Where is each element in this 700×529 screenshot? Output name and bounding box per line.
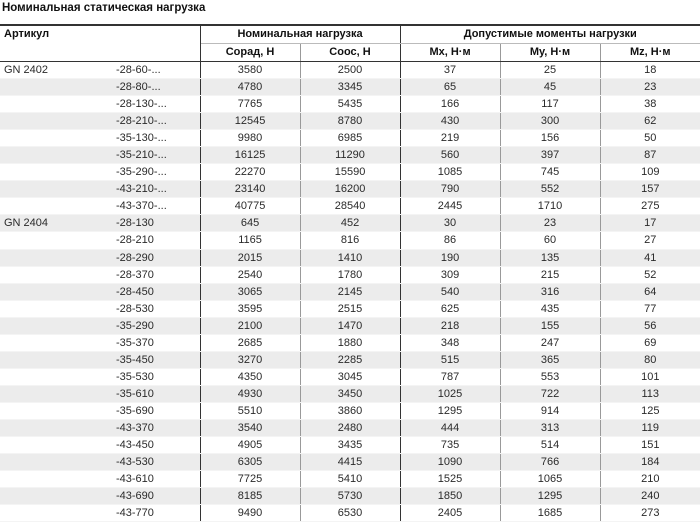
cell-corad: 2015 — [200, 249, 300, 266]
cell-corad: 2100 — [200, 317, 300, 334]
cell-my: 60 — [500, 232, 600, 249]
cell-mx: 1525 — [400, 471, 500, 488]
cell-my: 365 — [500, 351, 600, 368]
cell-coos: 3860 — [300, 402, 400, 419]
table-row — [0, 419, 700, 436]
table-row — [0, 351, 700, 368]
cell-my: 316 — [500, 283, 600, 300]
table-row — [0, 317, 700, 334]
cell-article — [0, 402, 112, 419]
cell-mz: 52 — [600, 266, 700, 283]
header-row-groups — [0, 25, 700, 44]
cell-mx: 219 — [400, 130, 500, 147]
cell-mz: 56 — [600, 317, 700, 334]
cell-coos: 5410 — [300, 471, 400, 488]
table-row — [0, 198, 700, 215]
cell-article — [0, 471, 112, 488]
cell-article — [0, 419, 112, 436]
cell-mx: 515 — [400, 351, 500, 368]
cell-mz: 50 — [600, 130, 700, 147]
table-row — [0, 215, 700, 232]
cell-coos: 3345 — [300, 79, 400, 96]
cell-mx: 30 — [400, 215, 500, 232]
cell-corad: 2685 — [200, 334, 300, 351]
cell-mz: 27 — [600, 232, 700, 249]
cell-corad: 16125 — [200, 147, 300, 164]
cell-variant: -28-530 — [112, 300, 200, 317]
cell-variant: -28-130 — [112, 215, 200, 232]
table-row — [0, 334, 700, 351]
cell-my: 914 — [500, 402, 600, 419]
cell-my: 300 — [500, 113, 600, 130]
cell-my: 25 — [500, 62, 600, 79]
cell-my: 1295 — [500, 488, 600, 505]
cell-mx: 787 — [400, 368, 500, 385]
cell-mz: 69 — [600, 334, 700, 351]
cell-coos: 1410 — [300, 249, 400, 266]
cell-my: 722 — [500, 385, 600, 402]
cell-coos: 2515 — [300, 300, 400, 317]
cell-variant: -35-210-... — [112, 147, 200, 164]
static-load-table — [0, 24, 700, 522]
table-body — [0, 62, 700, 522]
cell-corad: 3540 — [200, 419, 300, 436]
cell-coos: 5435 — [300, 96, 400, 113]
cell-article — [0, 181, 112, 198]
cell-mx: 1295 — [400, 402, 500, 419]
cell-coos: 4415 — [300, 454, 400, 471]
cell-mx: 444 — [400, 419, 500, 436]
cell-coos: 2500 — [300, 62, 400, 79]
cell-mz: 151 — [600, 437, 700, 454]
cell-article — [0, 249, 112, 266]
cell-mx: 37 — [400, 62, 500, 79]
cell-mz: 184 — [600, 454, 700, 471]
cell-mx: 1085 — [400, 164, 500, 181]
cell-mx: 218 — [400, 317, 500, 334]
cell-coos: 3450 — [300, 385, 400, 402]
cell-my: 514 — [500, 437, 600, 454]
table-row — [0, 249, 700, 266]
table-row — [0, 385, 700, 402]
cell-coos: 3045 — [300, 368, 400, 385]
cell-mz: 109 — [600, 164, 700, 181]
cell-coos: 2285 — [300, 351, 400, 368]
cell-coos: 1880 — [300, 334, 400, 351]
cell-corad: 1165 — [200, 232, 300, 249]
cell-mx: 735 — [400, 437, 500, 454]
cell-variant: -35-290 — [112, 317, 200, 334]
cell-mx: 625 — [400, 300, 500, 317]
cell-mx: 560 — [400, 147, 500, 164]
cell-corad: 4780 — [200, 79, 300, 96]
cell-coos: 2145 — [300, 283, 400, 300]
cell-mx: 309 — [400, 266, 500, 283]
cell-variant: -28-450 — [112, 283, 200, 300]
cell-corad: 2540 — [200, 266, 300, 283]
cell-article — [0, 505, 112, 522]
cell-coos: 816 — [300, 232, 400, 249]
table-row — [0, 147, 700, 164]
cell-variant: -28-210 — [112, 232, 200, 249]
cell-mx: 190 — [400, 249, 500, 266]
cell-mx: 430 — [400, 113, 500, 130]
cell-mz: 62 — [600, 113, 700, 130]
cell-mx: 86 — [400, 232, 500, 249]
cell-mx: 2405 — [400, 505, 500, 522]
cell-mx: 348 — [400, 334, 500, 351]
cell-mz: 23 — [600, 79, 700, 96]
cell-article — [0, 385, 112, 402]
cell-mz: 119 — [600, 419, 700, 436]
cell-my: 117 — [500, 96, 600, 113]
header-nominal-load: Номинальная нагрузка — [200, 25, 400, 44]
cell-my: 553 — [500, 368, 600, 385]
header-my: My, Н·м — [500, 44, 600, 62]
cell-variant: -28-290 — [112, 249, 200, 266]
cell-corad: 23140 — [200, 181, 300, 198]
cell-corad: 5510 — [200, 402, 300, 419]
cell-coos: 28540 — [300, 198, 400, 215]
table-row — [0, 368, 700, 385]
cell-mz: 64 — [600, 283, 700, 300]
cell-corad: 3270 — [200, 351, 300, 368]
cell-my: 45 — [500, 79, 600, 96]
header-mx: Mx, Н·м — [400, 44, 500, 62]
table-row — [0, 488, 700, 505]
cell-mz: 275 — [600, 198, 700, 215]
table-row — [0, 164, 700, 181]
cell-coos: 3435 — [300, 437, 400, 454]
cell-corad: 40775 — [200, 198, 300, 215]
cell-mx: 790 — [400, 181, 500, 198]
table-row — [0, 402, 700, 419]
cell-variant: -28-80-... — [112, 79, 200, 96]
cell-article — [0, 283, 112, 300]
cell-coos: 16200 — [300, 181, 400, 198]
cell-my: 156 — [500, 130, 600, 147]
cell-my: 552 — [500, 181, 600, 198]
table-row — [0, 454, 700, 471]
cell-my: 766 — [500, 454, 600, 471]
table-row — [0, 300, 700, 317]
cell-mx: 1850 — [400, 488, 500, 505]
cell-coos: 11290 — [300, 147, 400, 164]
cell-coos: 2480 — [300, 419, 400, 436]
cell-article — [0, 79, 112, 96]
cell-coos: 1470 — [300, 317, 400, 334]
cell-my: 215 — [500, 266, 600, 283]
cell-corad: 6305 — [200, 454, 300, 471]
cell-article — [0, 130, 112, 147]
cell-variant: -35-530 — [112, 368, 200, 385]
cell-variant: -35-690 — [112, 402, 200, 419]
cell-coos: 5730 — [300, 488, 400, 505]
cell-variant: -43-610 — [112, 471, 200, 488]
cell-corad: 8185 — [200, 488, 300, 505]
cell-coos: 1780 — [300, 266, 400, 283]
cell-corad: 4905 — [200, 437, 300, 454]
cell-article — [0, 198, 112, 215]
table-row — [0, 283, 700, 300]
cell-coos: 6530 — [300, 505, 400, 522]
table-row — [0, 471, 700, 488]
cell-corad: 7725 — [200, 471, 300, 488]
cell-my: 745 — [500, 164, 600, 181]
cell-corad: 9980 — [200, 130, 300, 147]
cell-mz: 77 — [600, 300, 700, 317]
cell-mz: 210 — [600, 471, 700, 488]
cell-article — [0, 164, 112, 181]
cell-article — [0, 96, 112, 113]
cell-mz: 41 — [600, 249, 700, 266]
cell-corad: 9490 — [200, 505, 300, 522]
cell-article — [0, 317, 112, 334]
cell-article: GN 2402 — [0, 62, 112, 79]
cell-variant: -28-130-... — [112, 96, 200, 113]
cell-my: 1710 — [500, 198, 600, 215]
cell-variant: -43-530 — [112, 454, 200, 471]
cell-variant: -28-370 — [112, 266, 200, 283]
cell-variant: -43-370 — [112, 419, 200, 436]
cell-mz: 273 — [600, 505, 700, 522]
cell-mz: 101 — [600, 368, 700, 385]
header-coos: Сoос, Н — [300, 44, 400, 62]
cell-my: 135 — [500, 249, 600, 266]
table-row — [0, 181, 700, 198]
cell-article — [0, 351, 112, 368]
cell-my: 155 — [500, 317, 600, 334]
cell-variant: -35-290-... — [112, 164, 200, 181]
table-row — [0, 232, 700, 249]
cell-coos: 8780 — [300, 113, 400, 130]
cell-article — [0, 266, 112, 283]
cell-corad: 4930 — [200, 385, 300, 402]
cell-coos: 6985 — [300, 130, 400, 147]
header-mz: Mz, Н·м — [600, 44, 700, 62]
cell-my: 313 — [500, 419, 600, 436]
cell-article — [0, 300, 112, 317]
cell-my: 435 — [500, 300, 600, 317]
table-row — [0, 79, 700, 96]
cell-corad: 3595 — [200, 300, 300, 317]
table-row — [0, 266, 700, 283]
cell-corad: 3065 — [200, 283, 300, 300]
cell-mx: 1090 — [400, 454, 500, 471]
cell-article — [0, 147, 112, 164]
cell-variant: -43-770 — [112, 505, 200, 522]
cell-variant: -28-60-... — [112, 62, 200, 79]
cell-mz: 87 — [600, 147, 700, 164]
cell-variant: -43-210-... — [112, 181, 200, 198]
cell-my: 1685 — [500, 505, 600, 522]
cell-mz: 80 — [600, 351, 700, 368]
table-row — [0, 113, 700, 130]
cell-mz: 113 — [600, 385, 700, 402]
cell-article — [0, 454, 112, 471]
cell-mx: 2445 — [400, 198, 500, 215]
cell-corad: 22270 — [200, 164, 300, 181]
cell-mx: 540 — [400, 283, 500, 300]
cell-variant: -43-690 — [112, 488, 200, 505]
cell-mz: 157 — [600, 181, 700, 198]
cell-mz: 38 — [600, 96, 700, 113]
cell-my: 1065 — [500, 471, 600, 488]
table-row — [0, 437, 700, 454]
cell-corad: 4350 — [200, 368, 300, 385]
cell-article: GN 2404 — [0, 215, 112, 232]
cell-coos: 15590 — [300, 164, 400, 181]
page-title: Номинальная статическая нагрузка — [2, 2, 206, 14]
cell-coos: 452 — [300, 215, 400, 232]
cell-mz: 240 — [600, 488, 700, 505]
cell-my: 23 — [500, 215, 600, 232]
cell-variant: -35-450 — [112, 351, 200, 368]
cell-article — [0, 437, 112, 454]
table-header — [0, 25, 700, 62]
cell-variant: -35-130-... — [112, 130, 200, 147]
cell-variant: -35-370 — [112, 334, 200, 351]
cell-article — [0, 113, 112, 130]
table-row — [0, 96, 700, 113]
cell-mx: 65 — [400, 79, 500, 96]
cell-corad: 3580 — [200, 62, 300, 79]
header-permissible-moments: Допустимые моменты нагрузки — [400, 25, 700, 44]
cell-mz: 18 — [600, 62, 700, 79]
cell-mx: 166 — [400, 96, 500, 113]
table-row — [0, 505, 700, 522]
cell-corad: 645 — [200, 215, 300, 232]
cell-article — [0, 232, 112, 249]
cell-my: 247 — [500, 334, 600, 351]
cell-mx: 1025 — [400, 385, 500, 402]
table-row — [0, 62, 700, 79]
cell-variant: -28-210-... — [112, 113, 200, 130]
header-corad: Сорад, Н — [200, 44, 300, 62]
cell-variant: -43-450 — [112, 437, 200, 454]
cell-mz: 17 — [600, 215, 700, 232]
cell-article — [0, 488, 112, 505]
cell-article — [0, 368, 112, 385]
header-article: Артикул — [0, 25, 200, 62]
cell-variant: -35-610 — [112, 385, 200, 402]
cell-variant: -43-370-... — [112, 198, 200, 215]
cell-corad: 12545 — [200, 113, 300, 130]
cell-my: 397 — [500, 147, 600, 164]
cell-mz: 125 — [600, 402, 700, 419]
cell-corad: 7765 — [200, 96, 300, 113]
cell-article — [0, 334, 112, 351]
table-row — [0, 130, 700, 147]
